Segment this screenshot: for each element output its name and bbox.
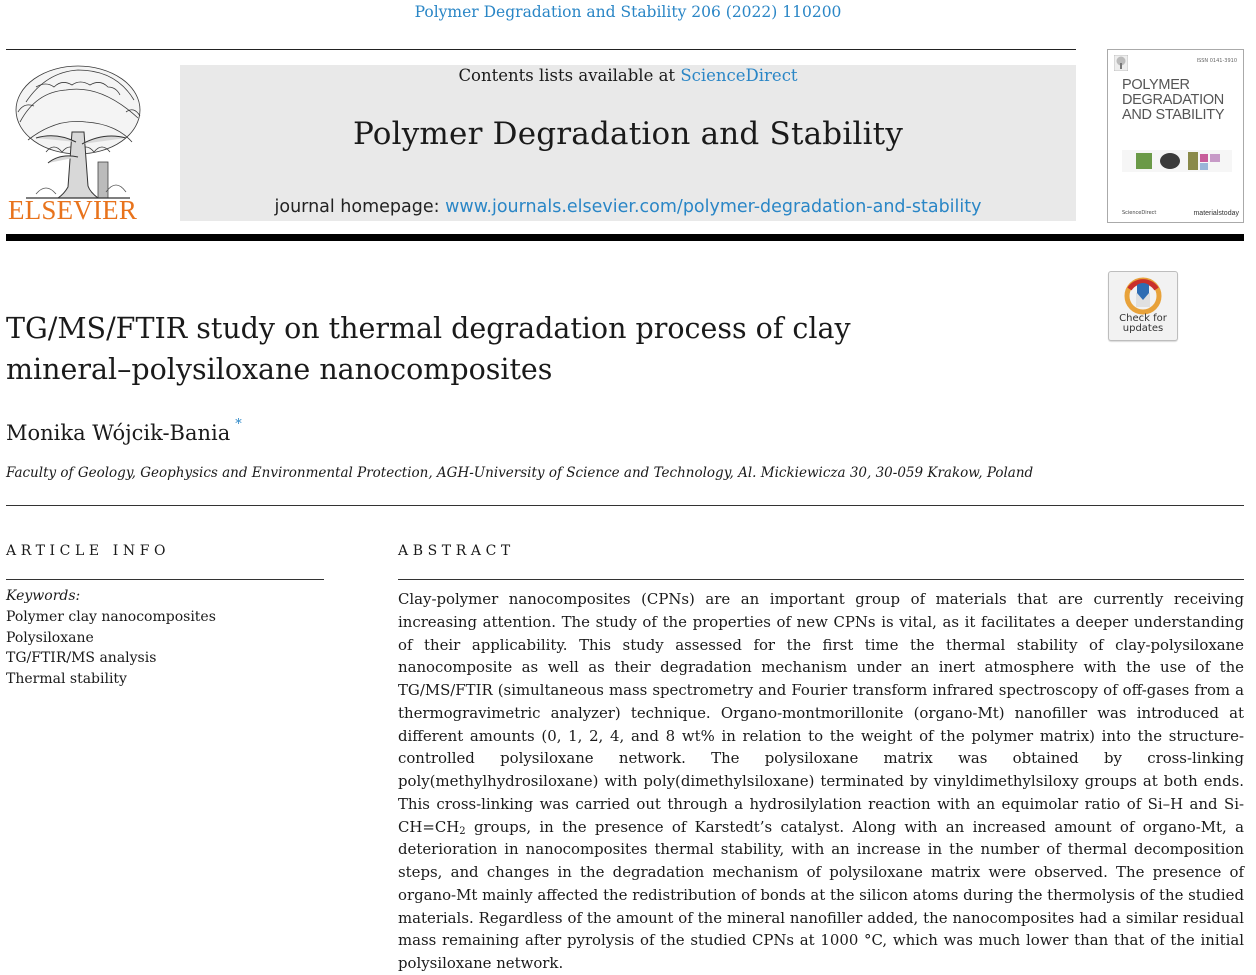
cover-images (1122, 150, 1232, 172)
journal-title: Polymer Degradation and Stability (352, 116, 904, 152)
cover-title-line: AND STABILITY (1122, 107, 1225, 123)
journal-cover[interactable] (1107, 49, 1244, 223)
keywords-list (6, 607, 216, 689)
cover-title-line: DEGRADATION (1122, 92, 1224, 108)
elsevier-tree-icon (6, 62, 152, 222)
contents-prefix: Contents lists available at (458, 66, 681, 85)
section-divider (6, 505, 1244, 506)
cover-footer-left: ScienceDirect (1122, 210, 1157, 216)
journal-homepage-line (180, 197, 1076, 217)
abstract-text-part: Clay-polymer nanocomposites (CPNs) are an important group of materials that are currently receiving increasing attention. The study of the properties of new CPNs is vital, as it facilitates a deeper understanding of their applicability. This study assessed for the first time the thermal stability of clay-polysiloxane nanocomposite as well as their degradation mechanism under an inert atmosphere with the use of the TG/MS/FTIR (simultaneous mass spectrometry and Fourier transform infrared spectroscopy of off-gases from a thermogravimetric analyzer) technique. Organo-montmorillonite (organo-Mt) nanofiller was introduced at different amounts (0, 1, 2, 4, and 8 wt% in relation to the weight of the polymer matrix) into the structure-controlled polysiloxane network. The polysiloxane matrix was obtained by cross-linking poly(methylhydrosiloxane) with poly(dimethylsiloxane) terminated by vinyldimethylsiloxy groups at both ends. This cross-linking was carried out through a hydrosilylation reaction with an equimolar ratio of Si–H and Si-CH=CH (398, 590, 1244, 836)
article-title-line: mineral–polysiloxane nanocomposites (6, 353, 553, 386)
keyword-item: TG/FTIR/MS analysis (6, 650, 157, 667)
check-for-updates-line2: updates (1122, 323, 1164, 334)
author-affiliation: Faculty of Geology, Geophysics and Environmental Protection, AGH-University of Science and Technology, Al. Mickiewicza 30, 30-059 Krakow, Poland (6, 465, 1034, 481)
keyword-item: Polysiloxane (6, 629, 94, 646)
author-name[interactable]: Monika Wójcik-Bania (6, 421, 231, 445)
journal-citation[interactable]: Polymer Degradation and Stability 206 (2022) 110200 (414, 3, 842, 21)
keyword-item: Thermal stability (6, 670, 127, 687)
abstract-heading: ABSTRACT (398, 543, 515, 559)
publisher-name: ELSEVIER (8, 195, 138, 222)
abstract-text (398, 588, 1244, 975)
crossmark-icon (1124, 277, 1162, 315)
sciencedirect-link[interactable]: ScienceDirect (680, 66, 798, 85)
keyword-item: Polymer clay nanocomposites (6, 609, 216, 625)
article-info-heading: ARTICLE INFO (6, 543, 171, 559)
author-line (6, 417, 242, 445)
header-thick-divider (6, 234, 1244, 241)
article-info-rule (6, 579, 324, 580)
cover-title-line: POLYMER (1122, 77, 1190, 93)
abstract-subscript: 2 (459, 825, 466, 837)
corresponding-author-mark[interactable]: * (235, 417, 242, 432)
article-title-line: TG/MS/FTIR study on thermal degradation process of clay (6, 312, 851, 345)
homepage-link[interactable]: www.journals.elsevier.com/polymer-degradation-and-stability (445, 197, 982, 217)
cover-issn: ISSN 0141-3910 (1196, 58, 1237, 64)
check-for-updates-button[interactable] (1108, 271, 1178, 341)
elsevier-logo[interactable] (6, 62, 152, 222)
keywords-label: Keywords: (6, 588, 81, 604)
top-divider (6, 49, 1076, 50)
article-title (6, 308, 906, 390)
cover-title (1122, 78, 1240, 123)
check-for-updates-label (1109, 314, 1177, 334)
cover-footer-right: materialstoday (1193, 210, 1239, 217)
abstract-rule (398, 579, 1244, 580)
cover-elsevier-icon (1114, 55, 1128, 71)
contents-line (180, 66, 1076, 85)
check-for-updates-line1: Check for (1119, 313, 1167, 324)
abstract-text-part: groups, in the presence of Karstedt’s catalyst. Along with an increased amount of organo-Mt, a deterioration in nanocomposites thermal stability, with an increase in the number of thermal decomposition steps, and changes in the degradation mechanism of polysiloxane matrix were observed. The presence of organo-Mt mainly affected the redistribution of bonds at the silicon atoms during the thermolysis of the studied materials. Regardless of the amount of the mineral nanofiller added, the nanocomposites had a similar residual mass remaining after pyrolysis of the studied CPNs at 1000 °C, which was much lower than that of the initial polysiloxane network. (398, 817, 1244, 972)
homepage-label: journal homepage: (274, 197, 446, 217)
